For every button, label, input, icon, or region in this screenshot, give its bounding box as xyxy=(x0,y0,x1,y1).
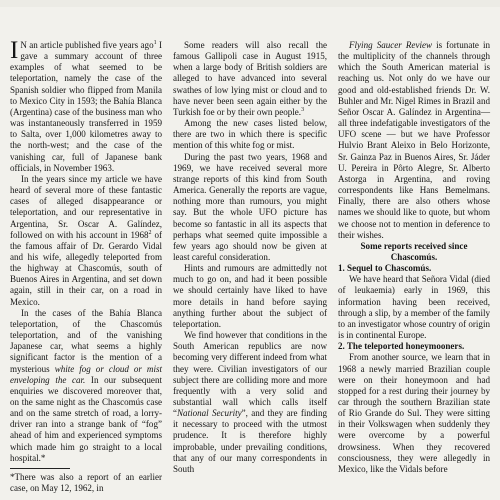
top-strip xyxy=(0,0,500,7)
paragraph-2: Among the new cases listed below, there are two in which there is specific mention of this white fog or mist. xyxy=(173,118,327,151)
subheading-2: 2. The teleported honeymooners. xyxy=(338,341,465,352)
text: In our subsequent enquiries we discovered moreover that, on the same night as the Chascomús case and on the same stretch of road, a lorry-driver ran into a strange bank of “fog” ahead of him and experienced symptoms which made him go straight to a local hospital.* xyxy=(10,374,162,463)
text: of the famous affair of Dr. Gerardo Vidal and his wife, allegedly teleported from the highway at Chascomús, south of Buenos Aires in Argentina, and set down again, still in their car, on a road in Mexico. xyxy=(10,229,162,307)
paragraph-3: During the past two years, 1968 and 1969, we have received several more strange reports of this kind from South America. Generally the reports are vague, nothing more than rumours, you might say. But the whole UFO picture has become so fantastic in all its aspects that perhaps what seemed quite impossible a few years ago should now be given at least careful consideration. xyxy=(173,151,327,262)
drop-cap: I xyxy=(10,37,19,64)
paragraph-1 xyxy=(173,40,327,118)
text: We find however that conditions in the South American republics are now becoming very different indeed from what they were. Civilian investigators of our subject there are colliding more and more frequently with a very solid and substantial wall which calls itself “ xyxy=(173,330,327,419)
paragraph-honeymooners: From another source, we learn that in 1968 a newly married Brazilian couple were on their honeymoon and had stopped for a rest during their journey by car through the southern Brazilian state of Rio Grande do Sul. They were sitting in their Volkswagen when suddenly they were overcome by a powerful drowsiness. When they recovered consciousness, they were allegedly in Mexico, like the Vidals before xyxy=(338,352,490,474)
section-heading: Some reports received since Chascomús. xyxy=(360,240,468,262)
text: is fortunate in the multiplicity of the channels through which the South American material is reaching us. Not only do we have our good and old-established friends Dr. W. Buhler and Mr. Nigel Rimes in Brazil and Señor Oscar A. Galíndez in Argentina—all three indefatigable investigators of the UFO scene — but we have Professor Hulvio Brant Aleixo in Belo Horizonte, Sr. Gainza Paz in Buenos Aires, Sr. Jáder U. Pereira in Pôrto Alegre, Sr. Alberto Astorga in Argentina, and roving correspondents like Hans Bemelmans. Finally, there are also others whose names we should like to quote, but whom we choose not to mention in deference to their wishes. xyxy=(338,40,490,240)
text: In the years since my article we have heard of several more of these fantastic cases of alleged disappearance or teleportation, and our representative in Argentina, Sr. Oscar A. Galíndez, followed on with his account in 1968 xyxy=(10,173,162,240)
footnote: *There was also a report of an earlier case, on May 12, 1962, in xyxy=(10,472,162,494)
text: N an article published five years ago xyxy=(20,40,154,50)
paragraph-3 xyxy=(10,308,162,464)
emphasis: National Security xyxy=(177,408,242,419)
paragraph-1 xyxy=(10,37,162,174)
paragraph-5 xyxy=(173,330,327,475)
text: Some readers will also recall the famous Gallipoli case in August 1915, when a large body of British soldiers are alleged to have advanced into several swathes of low lying mist or cloud and to have never been seen again either by the Turkish foe or by their own people. xyxy=(173,40,327,117)
column-3 xyxy=(338,40,490,475)
subheading-1: 1. Sequel to Chascomús. xyxy=(338,263,432,274)
footnote-ref: 3 xyxy=(301,106,305,113)
publication-title: Flying Saucer Review xyxy=(349,40,433,50)
paragraph-sequel: We have heard that Señora Vidal (died of leukaemia) early in 1969, this information having been received, through a slip, by a member of the family to an investigator whose country of origin is in continental Europe. xyxy=(338,274,490,341)
paragraph-4: Hints and rumours are admittedly not much to go on, and had it been possible we should certainly have liked to have more details in hand before saying anything further about the subject of teleportation. xyxy=(173,263,327,329)
text: ”, and they are finding it necessary to proceed with the utmost prudence. It is therefore highly improbable, under prevailing conditions, that any of our many correspondents in South xyxy=(173,408,327,474)
column-2 xyxy=(173,40,327,475)
footnote-ref: 1 xyxy=(153,39,157,46)
footnote-ref: 2 xyxy=(148,229,152,236)
emphasis: white fog or cloud or mist enveloping the car. xyxy=(10,363,162,385)
text: In the cases of the Bahía Blanca teleportation, of the Chascomús teleportation, and of the vanishing Japanese car, what seems a highly significant factor is the mention of a mysterious xyxy=(10,307,162,374)
paragraph-1 xyxy=(338,40,490,241)
paragraph-2 xyxy=(10,174,162,308)
column-1 xyxy=(10,37,162,464)
text: I gave a summary account of three examples of what seemed to be teleportation, namely the case of the Spanish soldier who flipped from Manila to Mexico City in 1593; the Bahía Blanca (Argentina) case of the business man who was instantaneously transferred in 1959 to Salta, over 1,000 kilometres away to the north-west; and the case of the vanishing car, full of Japanese bank officials, in November 1963. xyxy=(10,40,162,173)
footnote-rule xyxy=(10,468,70,469)
